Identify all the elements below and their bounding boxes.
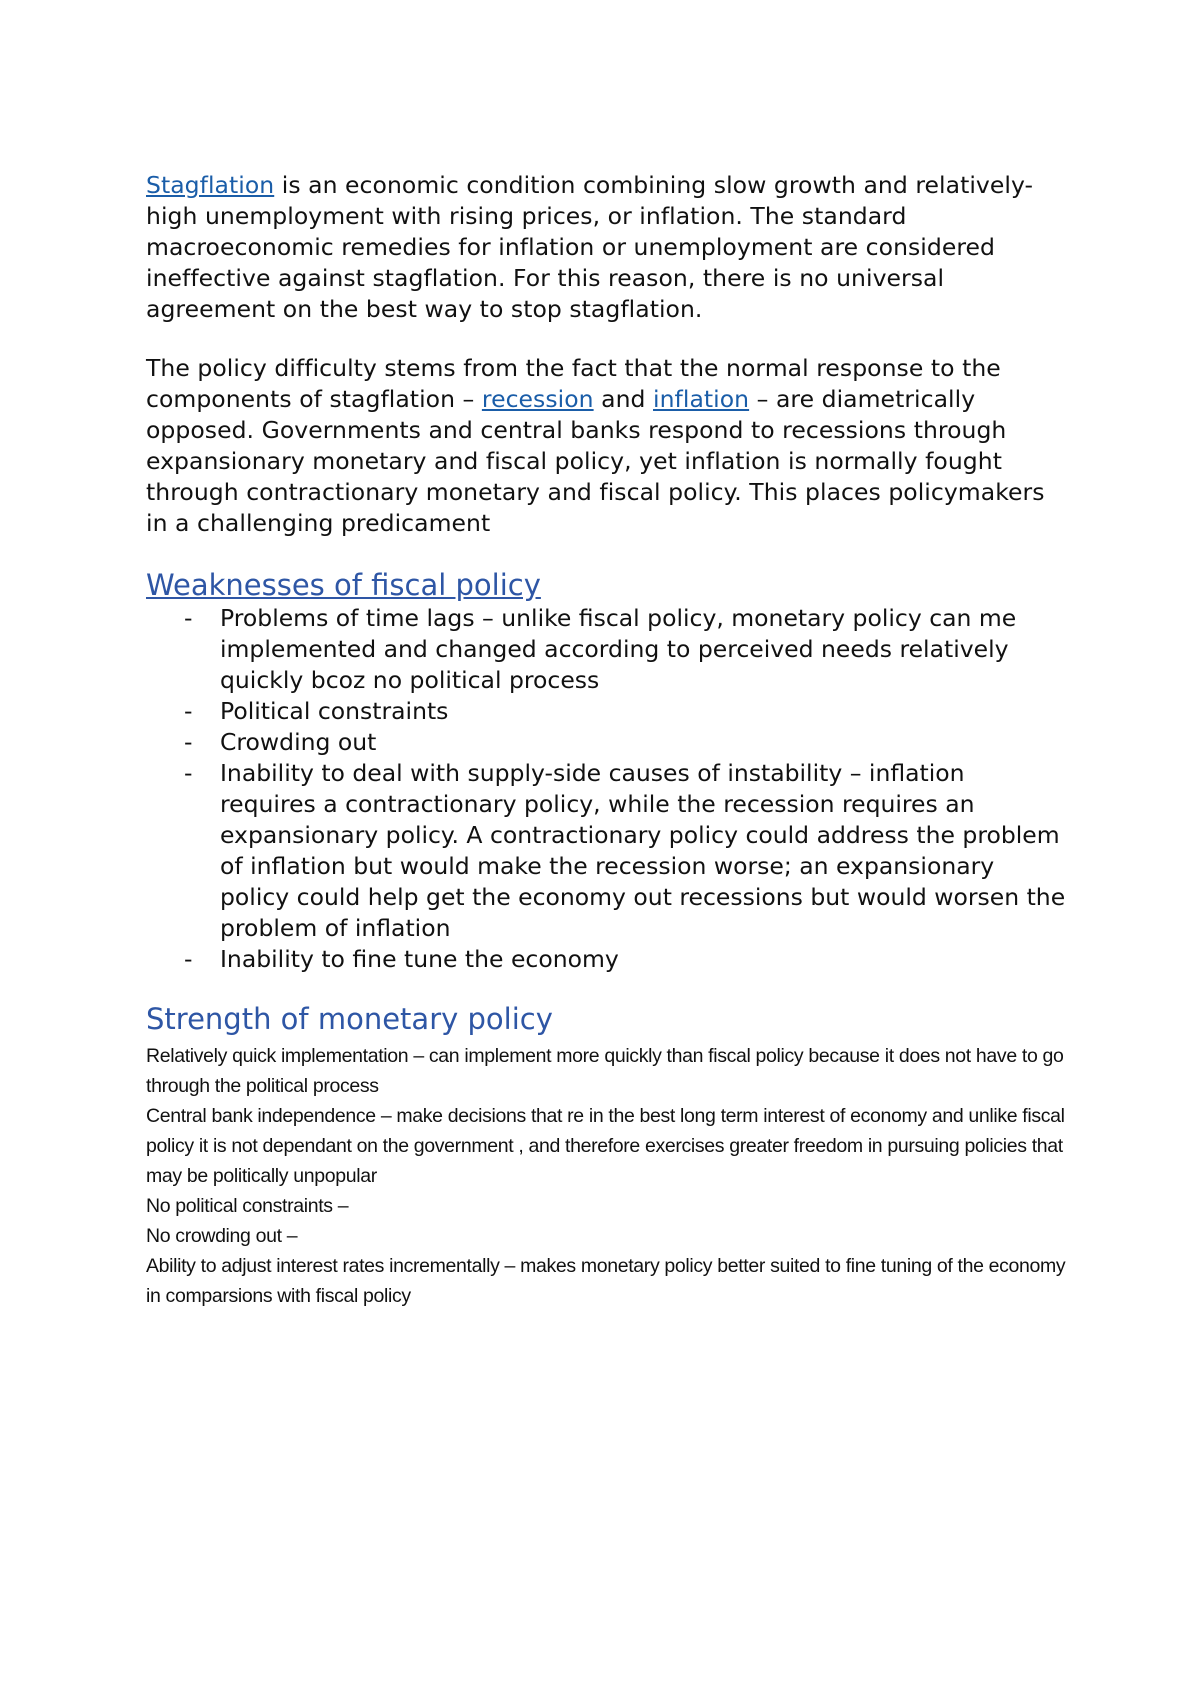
weaknesses-list [146,603,1066,975]
weaknesses-heading[interactable]: Weaknesses of fiscal policy [146,568,541,602]
paragraph-2-text-b: and [593,385,654,413]
list-item: No crowding out – [146,1225,298,1247]
bullet-dash: - [184,945,193,973]
list-item [146,603,1066,696]
bullet-dash: - [184,759,193,787]
recession-link[interactable]: recession [481,385,594,413]
inflation-link[interactable]: inflation [653,385,750,413]
list-item [146,944,1066,975]
paragraph-1-text: is an economic condition combining slow growth and relatively-high unemployment with rising prices, or inflation. The standard macroeconomic remedies for inflation or unemployment are considered ineffective against stagflation. For this reason, there is no universal agreement on the best way to stop stagflation. [146,171,1034,323]
stagflation-link[interactable]: Stagflation [146,171,275,199]
list-item: No political constraints – [146,1195,349,1217]
document-body [146,170,1066,1311]
list-item [146,696,1066,727]
bullet-dash: - [184,604,193,632]
strength-list [146,1041,1066,1311]
list-item: Central bank independence – make decisions that re in the best long term interest of economy and unlike fiscal policy it is not dependant on the government , and therefore exercises greater freedom in pursuing policies that may be politically unpopular [146,1105,1065,1187]
list-item-text: Crowding out [220,728,377,756]
list-item-text: Inability to deal with supply-side causes of instability – inflation requires a contractionary policy, while the recession requires an expansionary policy. A contractionary policy could address the problem of inflation but would make the recession worse; an expansionary policy could help get the economy out recessions but would worsen the problem of inflation [220,759,1066,942]
bullet-dash: - [184,697,193,725]
paragraph-stagflation-definition [146,170,1066,325]
strength-heading: Strength of monetary policy [146,1002,553,1036]
paragraph-2-text-a: The policy difficulty stems from the fact that the normal response to the components of stagflation – [146,354,1001,413]
list-item-text: Inability to fine tune the economy [220,945,619,973]
list-item: Ability to adjust interest rates incrementally – makes monetary policy better suited to fine tuning of the economy in comparsions with fiscal policy [146,1255,1066,1307]
paragraph-2-text-c: – are diametrically opposed. Governments and central banks respond to recessions through expansionary monetary and fiscal policy, yet inflation is normally fought through contractionary monetary and fiscal policy. This places policymakers in a challenging predicament [146,385,1045,537]
paragraph-policy-difficulty [146,353,1066,539]
list-item-text: Political constraints [220,697,449,725]
list-item [146,727,1066,758]
list-item: Relatively quick implementation – can implement more quickly than fiscal policy because it does not have to go through the political process [146,1045,1064,1097]
bullet-dash: - [184,728,193,756]
list-item [146,758,1066,944]
list-item-text: Problems of time lags – unlike fiscal policy, monetary policy can me implemented and changed according to perceived needs relatively quickly bcoz no political process [220,604,1017,694]
